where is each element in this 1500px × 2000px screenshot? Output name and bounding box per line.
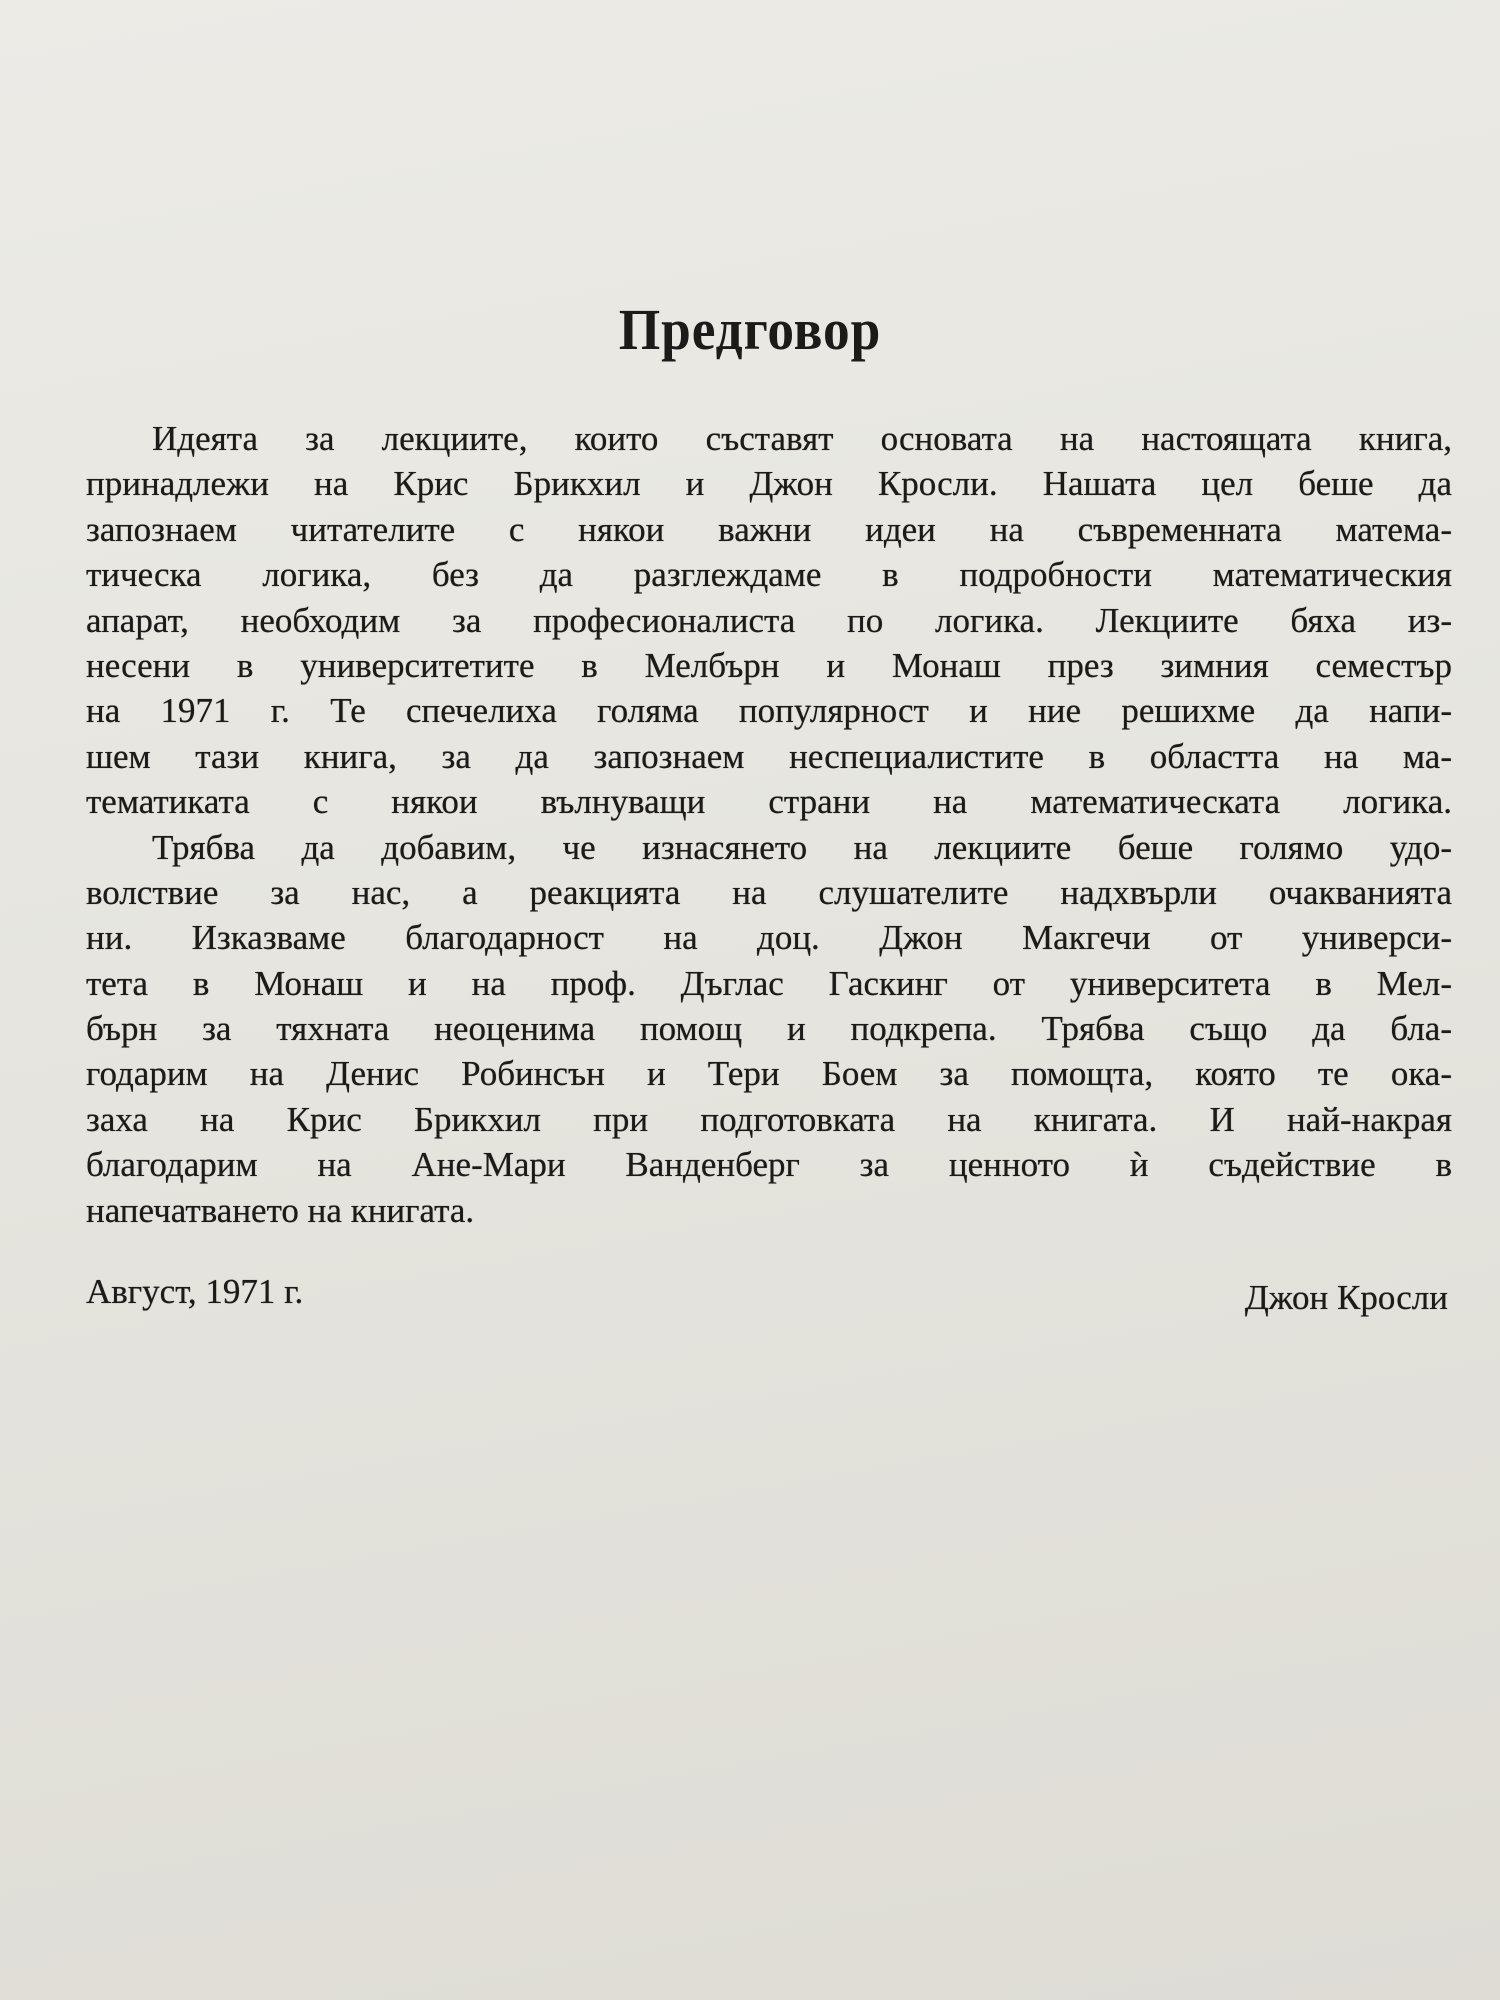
author-signature: Джон Кросли: [1244, 1278, 1448, 1317]
paragraph-2-line: тета в Монаш и на проф. Дъглас Гаскинг от университета в Мел-: [86, 963, 1452, 1003]
paragraph-2-line: Трябва да добавим, че изнасянето на лекциите беше голямо удо-: [152, 827, 1452, 867]
paragraph-1-line: тическа логика, без да разглеждаме в подробности математическия: [86, 555, 1452, 595]
paragraph-1-line: апарат, необходим за професионалиста по логика. Лекциите бяха из-: [86, 600, 1452, 640]
paragraph-1-line: несени в университетите в Мелбърн и Монаш през зимния семестър: [86, 645, 1452, 685]
paragraph-1-line: шем тази книга, за да запознаем неспециалистите в областта на ма-: [86, 736, 1452, 776]
paragraph-1-line: на 1971 г. Те спечелиха голяма популярност и ние решихме да напи-: [86, 691, 1452, 731]
paragraph-2-line: годарим на Денис Робинсън и Тери Боем за помощта, която те ока-: [86, 1054, 1452, 1094]
paragraph-2-line: ни. Изказваме благодарност на доц. Джон Макгечи от универси-: [86, 918, 1452, 958]
paragraph-1-line: запознаем читателите с някои важни идеи на съвременната матема-: [86, 509, 1452, 549]
paragraph-1-line: Идеята за лекциите, които съставят основата на настоящата книга,: [152, 419, 1452, 458]
paragraph-2-line: благодарим на Ане-Мари Ванденберг за ценното ѝ съдействие в: [86, 1145, 1452, 1185]
preface-body: [86, 416, 1452, 1233]
page-title: Предговор: [618, 297, 882, 362]
paragraph-1-line: принадлежи на Крис Брикхил и Джон Кросли. Нашата цел беше да: [86, 464, 1452, 504]
paragraph-2-line: волствие за нас, а реакцията на слушателите надхвърли очакванията: [86, 872, 1452, 912]
paragraph-2-line: напечатването на книгата.: [86, 1190, 475, 1230]
date-line: Август, 1971 г.: [86, 1272, 304, 1311]
paragraph-1-line: тематиката с някои вълнуващи страни на математическата логика.: [86, 782, 1452, 822]
paragraph-2-line: бърн за тяхната неоценима помощ и подкрепа. Трябва също да бла-: [86, 1009, 1452, 1049]
paragraph-2-line: заха на Крис Брикхил при подготовката на книгата. И най-накрая: [86, 1099, 1452, 1139]
